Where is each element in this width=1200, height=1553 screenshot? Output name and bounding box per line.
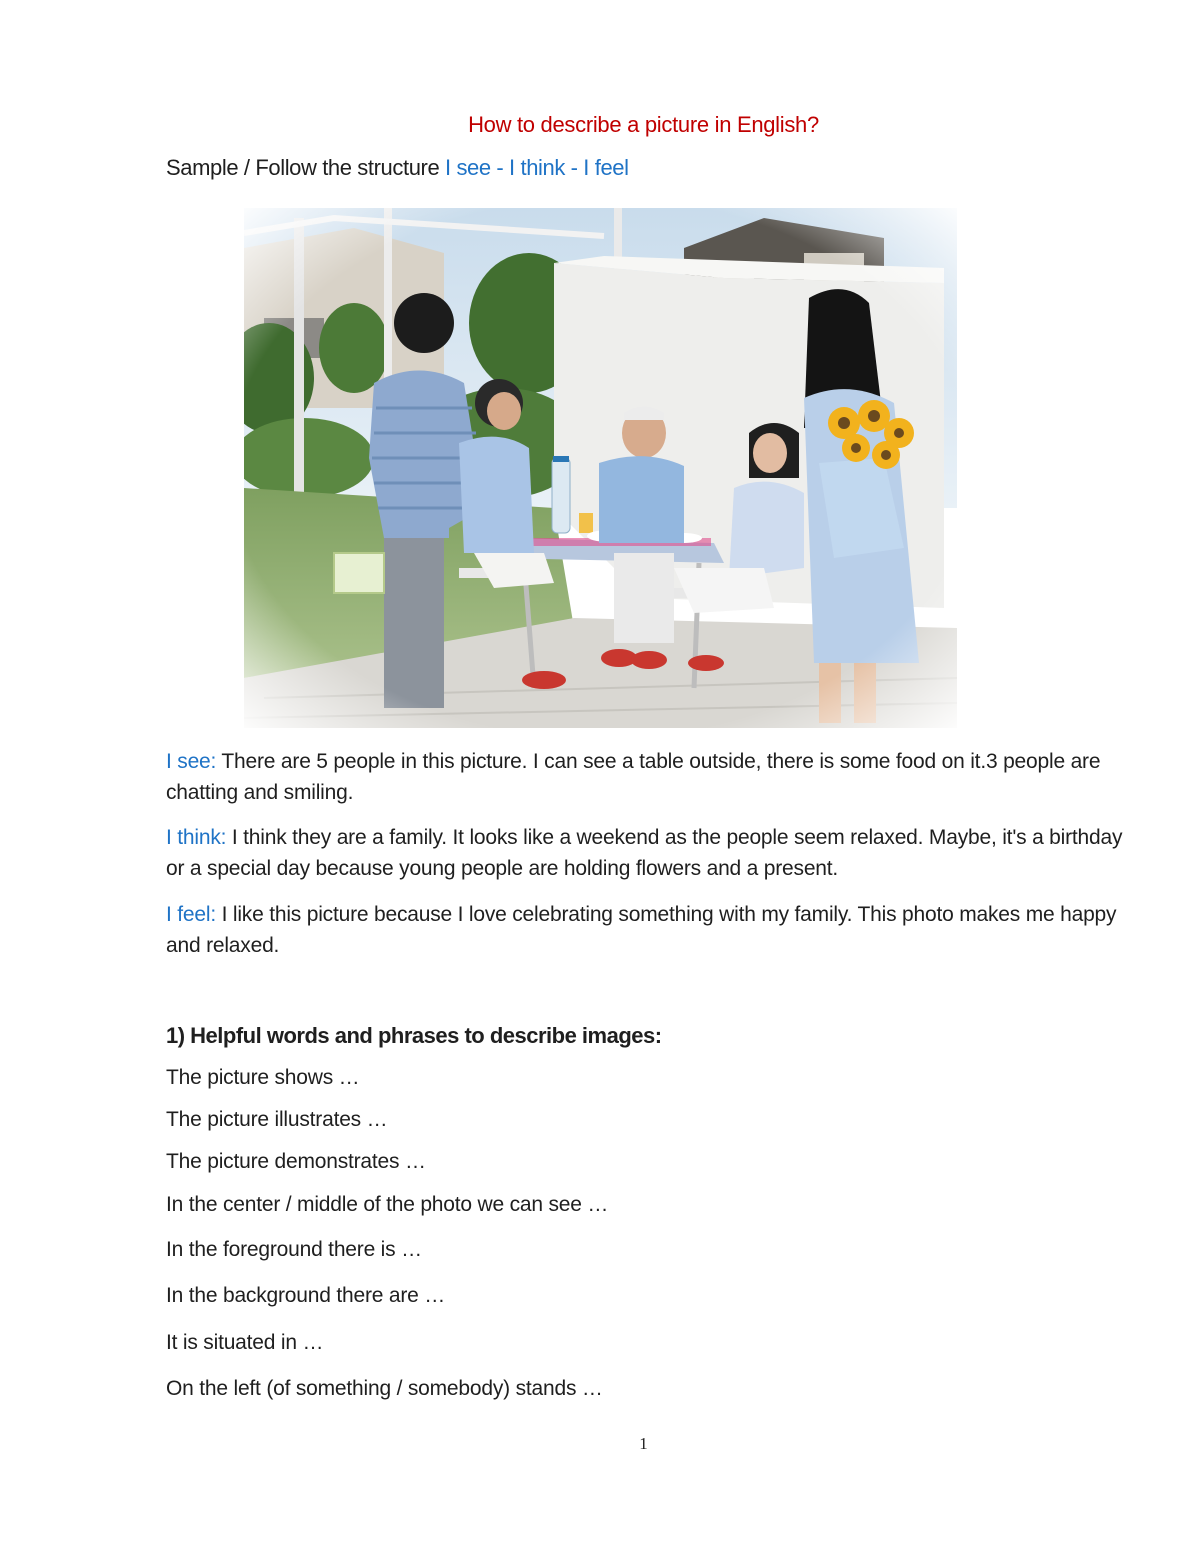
page-number: 1 <box>639 1434 648 1453</box>
i-think-label: I think: <box>166 826 227 849</box>
document-title: How to describe a picture in English? <box>468 112 819 137</box>
family-celebration-photo <box>244 208 957 728</box>
phrase-item: The picture illustrates … <box>166 1108 388 1131</box>
phrase-item: In the center / middle of the photo we can see … <box>166 1193 609 1216</box>
i-see-label: I see: <box>166 750 217 773</box>
phrase-item: The picture demonstrates … <box>166 1150 426 1173</box>
section-heading: 1) Helpful words and phrases to describe images: <box>166 1023 662 1048</box>
i-feel-label: I feel: <box>166 903 216 926</box>
i-think-paragraph <box>166 822 1126 884</box>
phrase-item: The picture shows … <box>166 1066 360 1089</box>
phrase-item: On the left (of something / somebody) stands … <box>166 1377 603 1400</box>
i-feel-paragraph <box>166 899 1126 961</box>
phrase-item: In the background there are … <box>166 1284 446 1307</box>
sample-prefix: Sample / Follow the structure <box>166 155 440 180</box>
i-think-text: I think they are a family. It looks like a weekend as the people seem relaxed. Maybe, it's a birthday or a special day because young people are holding flowers and a present. <box>166 826 1123 880</box>
i-see-paragraph <box>166 746 1126 808</box>
phrase-item: In the foreground there is … <box>166 1238 422 1261</box>
sample-structure: I see - I think - I feel <box>445 155 629 180</box>
i-see-text: There are 5 people in this picture. I can see a table outside, there is some food on it.3 people are chatting and smiling. <box>166 750 1101 804</box>
phrase-item: It is situated in … <box>166 1331 324 1354</box>
i-feel-text: I like this picture because I love celebrating something with my family. This photo makes me happy and relaxed. <box>166 903 1117 957</box>
sample-structure-line <box>166 155 629 181</box>
